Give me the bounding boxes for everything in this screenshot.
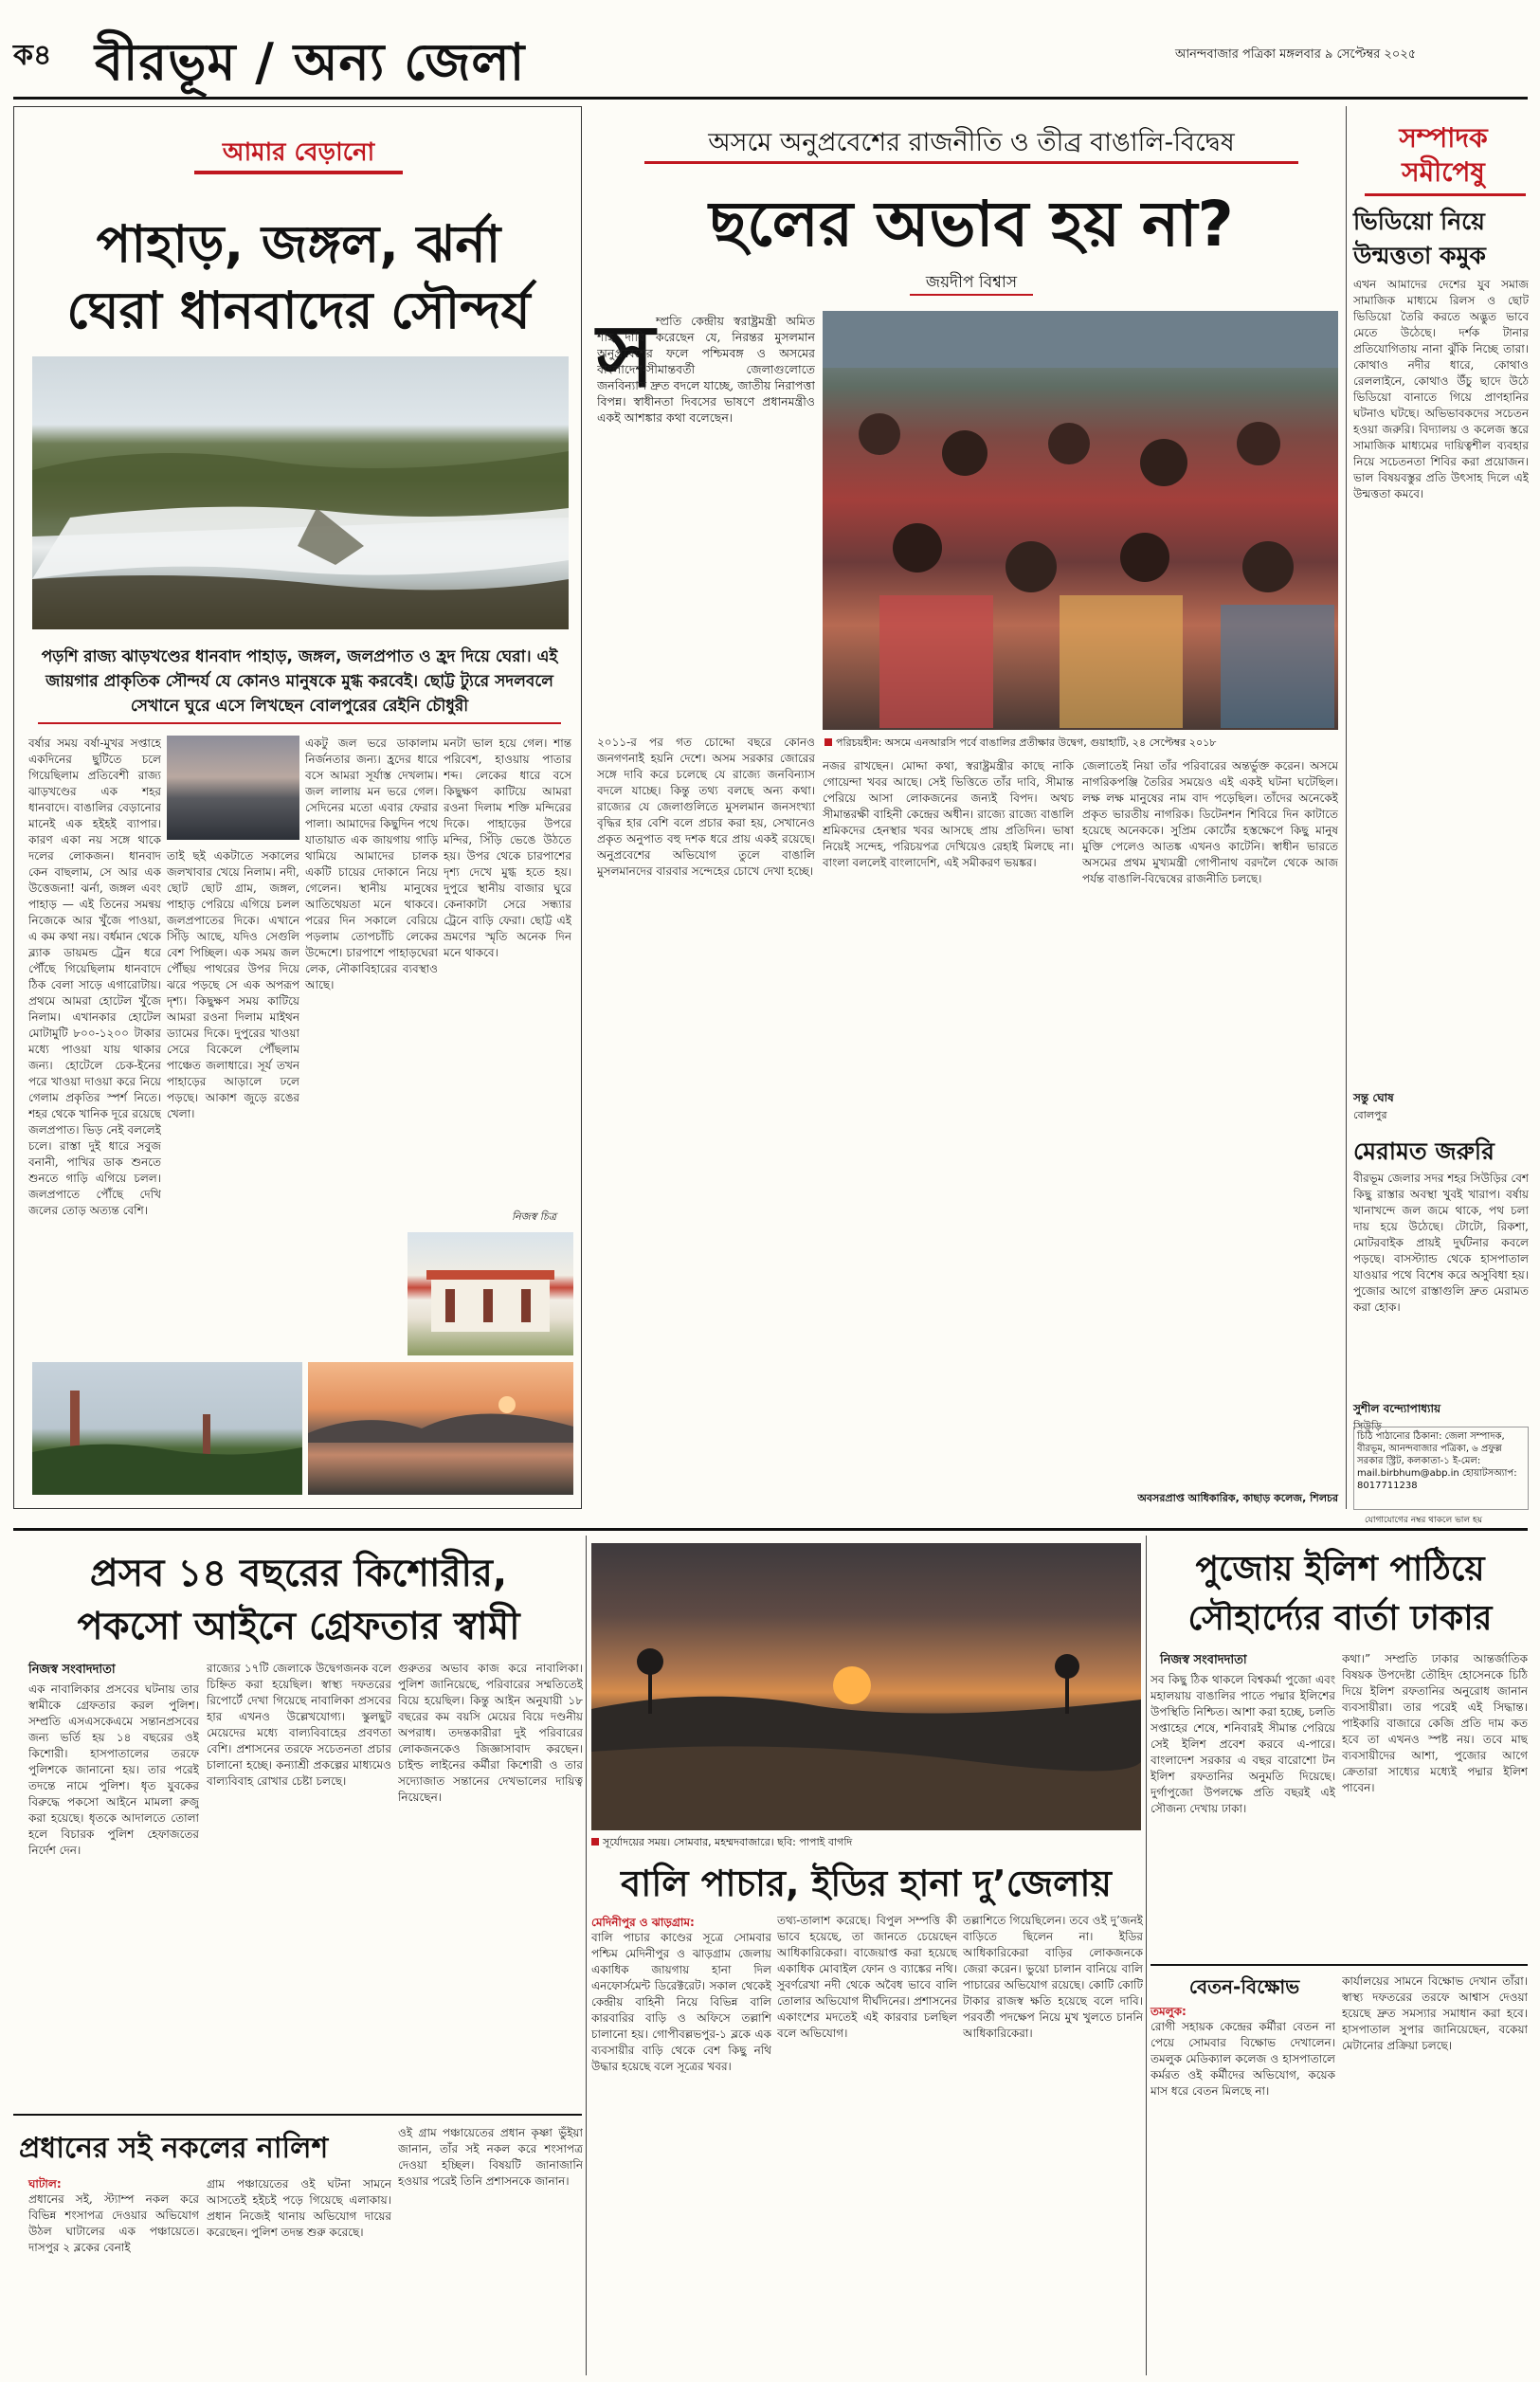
hilsa-col-1: সব কিছু ঠিক থাকলে বিশ্বকর্মা পুজো এবং মহালয়ায় বাঙালির পাতে পদ্মার ইলিশের উপস্থিতি নিশ্চিত। আশা করা হচ্ছে, চলতি সপ্তাহের শেষে, শনিবারই সীমান্ত পেরিয়ে সেই ইলিশ প্রবেশ করবে এ-পারে। বাংলাদেশ সরকার এ বছর বারোশো টন ইলিশ রফতানির অনুমতি দিয়েছে। দুর্গাপুজো উপলক্ষে প্রতি বছরই এই সৌজন্য দেখায় ঢাকা। <box>1150 1673 1335 1815</box>
travel-headline-2: ঘেরা ধানবাদের সৌন্দর্য <box>66 281 531 340</box>
letters-note: যোগাযোগের নম্বর থাকলে ভাল হয় <box>1365 1516 1483 1525</box>
intro-rule <box>38 722 561 724</box>
travel-col-4: মনটা ভাল হয়ে গেল। শান্ত পরিবেশ, হাওয়ায় পাতার শব্দ। লেকের ধারে বসে কিছুক্ষণ কাটিয়ে আমরা রওনা দিলাম শক্তি মন্দিরের দিকে। পাহাড়ের উপরে মন্দির, সিঁড়ি ভেঙে উঠতে হয়। উপর থেকে চারপাশের দৃশ্য দেখে মুগ্ধ হতে হয়। দুপুরে স্থানীয় বাজার ঘুরে কেনাকাটা সেরে সন্ধ্যার ট্রেনে বাড়ি ফেরা। ছোট্ট এই ভ্রমণের স্মৃতি অনেক দিন মনে থাকবে। <box>444 736 571 959</box>
letter1-headline-1: ভিডিয়ো নিয়ে <box>1353 208 1485 235</box>
pradhan-col-3: ওই গ্রাম পঞ্চায়েতের প্রধান কৃষ্ণা ভুঁইয়া জানান, তাঁর সই নকল করে শংসাপত্র দেওয়া হচ্ছিল। বিষয়টি জানাজানি হওয়ার পরেই তিনি প্রশাসনকে জানান। <box>398 2126 583 2188</box>
salary-col-1: রোগী সহায়ক কেন্দ্রের কর্মীরা বেতন না পেয়ে সোমবার বিক্ষোভ দেখালেন। তমলুক মেডিক্যাল কলেজ ও হাসপাতালে কর্মরত ওই কর্মীদের অভিযোগ, কয়েক মাস ধরে বেতন মিলছে না। <box>1150 2020 1335 2098</box>
letter1-author: সন্তু ঘোষ <box>1353 1091 1394 1104</box>
sand-dateline: মেদিনীপুর ও ঝাড়গ্রাম: <box>591 1916 695 1929</box>
assam-dropcap: স <box>597 305 655 407</box>
lake-graphic <box>308 1362 573 1495</box>
caption-marker <box>824 738 832 746</box>
travel-col-2: তাই ছই একটাতে সকালের জলখাবার খেয়ে নিলাম। নদী, ছোট ছোট গ্রাম, জঙ্গল, পাহাড় পেরিয়ে এগিয়ে চলল জলপ্রপাতের দিকে। এখানে সিঁড়ি আছে, যদিও সেগুলি বেশ পিচ্ছিল। এক সময় জল পৌঁছয় পাথরের উপর দিয়ে ঝরে পড়ছে সে এক অপরূপ দৃশ্য। কিছুক্ষণ সময় কাটিয়ে আমরা রওনা দিলাম মাইথন ড্যামের দিকে। দুপুরের খাওয়া সেরে বিকেলে পৌঁছলাম পাঞ্চেত জলাধারে। সূর্য তখন পাহাড়ের আড়ালে ঢলে পড়ছে। আকাশ জুড়ে রঙের খেলা। <box>167 849 299 1120</box>
pocso-col-1: এক নাবালিকার প্রসবের ঘটনায় তার স্বামীকে গ্রেফতার করল পুলিশ। সম্প্রতি এসএসকেএমে সন্তানপ্রসবের জন্য ভর্তি হয় ১৪ বছরের ওই কিশোরী। হাসপাতালের তরফে পুলিশকে জানানো হয়। তার পরেই তদন্তে নামে পুলিশ। ধৃত যুবকের বিরুদ্ধে পকসো আইনে মামলা রুজু করা হয়েছে। ধৃতকে আদালতে তোলা হলে বিচারক পুলিশ হেফাজতের নির্দেশ দেন। <box>28 1682 199 1857</box>
paper-label: আনন্দবাজার পত্রিকা <box>1175 47 1277 62</box>
letter2-headline: মেরামত জরুরি <box>1353 1137 1495 1165</box>
pocso-col-2: রাজ্যের ১৭টি জেলাকে উদ্বেগজনক বলে চিহ্নিত করা হয়েছিল। স্বাস্থ্য দফতরের রিপোর্টে দেখা গিয়েছে নাবালিকা প্রসবের হার এখনও উল্লেখযোগ্য। স্কুলছুট মেয়েদের মধ্যে বাল্যবিবাহের প্রবণতা বেশি। প্রশাসনের তরফে সচেতনতা প্রচার চালানো হচ্ছে। কন্যাশ্রী প্রকল্পের মাধ্যমেও বাল্যবিবাহ রোখার চেষ্টা চলছে। <box>207 1662 391 1788</box>
photo-credit: নিজস্ব চিত্র <box>512 1210 556 1223</box>
letters-title-1: সম্পাদক <box>1399 122 1488 154</box>
building-photo <box>408 1232 573 1355</box>
pocso-col-3: গুরুতর অভাব কাজ করে নাবালিকা। পুলিশ জানিয়েছে, পরিবারের সম্মতিতেই বিয়ে হয়েছিল। কিন্তু আইন অনুযায়ী ১৮ বছরের কম বয়সি মেয়ের বিয়ে দণ্ডনীয় অপরাধ। তদন্তকারীরা দুই পরিবারের লোকজনকেও জিজ্ঞাসাবাদ করছেন। চাইল্ড লাইনের কর্মীরা কিশোরী ও তার সদ্যোজাত সন্তানের দেখভালের দায়িত্ব নিয়েছেন। <box>398 1662 583 1804</box>
waterfall-graphic <box>32 356 569 629</box>
crowd-caption <box>824 735 1336 753</box>
sand-col-1: বালি পাচার কাণ্ডের সূত্রে সোমবার পশ্চিম মেদিনীপুর ও ঝাড়গ্রাম জেলায় একাধিক জায়গায় হানা দিল এনফোর্সমেন্ট ডিরেক্টরেট। সকাল থেকেই কেন্দ্রীয় বাহিনী নিয়ে বিভিন্ন বালি কারবারির বাড়ি ও অফিসে তল্লাশি চালানো হয়। গোপীবল্লভপুর-১ ব্লকে এক ব্যবসায়ীর বাড়ি থেকে বেশ কিছু নথি উদ্ধার হয়েছে বলে সূত্রের খবর। <box>591 1931 771 2073</box>
assam-byline: জয়দীপ বিশ্বাস <box>925 273 1018 292</box>
crowd-caption-text: পরিচয়হীন: অসমে এনআরসি পর্বে বাঙালির প্রতীক্ষার উদ্বেগ, গুয়াহাটি, ২৪ সেপ্টেম্বর ২০১৮ <box>836 736 1217 749</box>
address-box <box>1353 1427 1529 1510</box>
salary-headline: বেতন-বিক্ষোভ <box>1188 1975 1300 1998</box>
assam-col-1: ২০১১-র পর গত চোদ্দো বছরে কোনও জনগণনাই হয়নি দেশে। অসম সরকার জোরের সঙ্গে দাবি করে চলেছে যে রাজ্যে জনবিন্যাস বদলে যাচ্ছে। কিন্তু তথ্য বলছে অন্য কথা। রাজ্যের যে জেলাগুলিতে মুসলমান জনসংখ্যা বৃদ্ধির হার বেশি বলে প্রচার করা হয়, সেখানেও প্রকৃত অনুপাত বহু দশক ধরে প্রায় একই রয়েছে। অনুপ্রবেশের অভিযোগ তুলে বাঙালি মুসলমানদের বারবার সন্দেহের চোখে দেখা হচ্ছে। <box>597 736 815 878</box>
pocso-headline-2: পকসো আইনে গ্রেফতার স্বামী <box>77 1605 520 1648</box>
sunrise-graphic <box>591 1543 1141 1830</box>
assam-author-note: অবসরপ্রাপ্ত আধিকারিক, কাছাড় কলেজ, শিলচর <box>1137 1492 1338 1504</box>
sunrise-photo <box>591 1543 1141 1830</box>
hilsa-headline-2: সৌহার্দ্যের বার্তা ঢাকার <box>1187 1599 1493 1638</box>
sand-col-2: তথ্য-তালাশ করেছে। বিপুল সম্পত্তি কী ভাবে হয়েছে, তা জানতে চেয়েছেন আধিকারিকেরা। বাজেয়াপ্ত করা হয়েছে একাধিক মোবাইল ফোন ও ব্যাঙ্কের নথি। সুবর্ণরেখা নদী থেকে অবৈধ ভাবে বালি তোলার অভিযোগ দীর্ঘদিনের। প্রশাসনের একাংশের মদতেই এই কারবার চলছিল বলে অভিযোগ। <box>777 1914 957 2040</box>
crowd-photo <box>823 311 1338 730</box>
hilsa-headline-1: পুজোয় ইলিশ পাঠিয়ে <box>1195 1550 1485 1589</box>
address-text: চিঠি পাঠানোর ঠিকানা: জেলা সম্পাদক, বীরভূম, আনন্দবাজার পত্রিকা, ৬ প্রফুল্ল সরকার স্ট্রিট, কলকাতা-১ ই-মেল: mail.birbhum@abp.in হোয়াটসঅ্যাপ: 8017711238 <box>1357 1431 1517 1491</box>
issue-date: মঙ্গলবার ৯ সেপ্টেম্বর ২০২৫ <box>1279 47 1417 62</box>
letter2-body: বীরভূম জেলার সদর শহর সিউড়ির বেশ কিছু রাস্তার অবস্থা খুবই খারাপ। বর্ষায় খানাখন্দে জল জমে থাকে, পথ চলা দায় হয়ে উঠেছে। টোটো, রিকশা, মোটরবাইক প্রায়ই দুর্ঘটনার কবলে পড়ছে। বাসস্ট্যান্ড থেকে হাসপাতাল যাওয়ার পথে বিশেষ করে অসুবিধা হয়। পুজোর আগে রাস্তাগুলি দ্রুত মেরামত করা হোক। <box>1353 1172 1529 1314</box>
chimney-photo <box>32 1362 302 1495</box>
pocso-headline-1: প্রসব ১৪ বছরের কিশোরীর, <box>89 1552 508 1595</box>
assam-kicker: অসমে অনুপ্রবেশের রাজনীতি ও তীব্র বাঙালি-বিদ্বেষ <box>708 128 1235 157</box>
hilsa-byline: নিজস্ব সংবাদদাতা <box>1160 1653 1247 1667</box>
salary-col-2: কার্যালয়ের সামনে বিক্ষোভ দেখান তাঁরা। স্বাস্থ্য দফতরের তরফে আশ্বাস দেওয়া হয়েছে দ্রুত সমস্যার সমাধান করা হবে। হাসপাতাল সুপার জানিয়েছেন, বকেয়া মেটানোর প্রক্রিয়া চলছে। <box>1342 1974 1528 2052</box>
travel-headline-1: পাহাড়, জঙ্গল, ঝর্না <box>96 214 501 274</box>
assam-col-2: নজর রাখছেন। মোদ্দা কথা, স্বরাষ্ট্রমন্ত্রীর কাছে নাকি গোয়েন্দা খবর আছে। সেই ভিত্তিতে তাঁর দাবি, সীমান্ত পেরিয়ে আসা লোকজনের জন্যই বিপদ। অথচ সীমান্তরক্ষী বাহিনী কেন্দ্রের অধীন। রাজ্যে রাজ্যে বাঙালি শ্রমিকদের হেনস্থার খবর আসছে প্রায় প্রতিদিন। ভাষা নিয়েই সন্দেহ, পরিচয়পত্র দেখিয়েও রেহাই মিলছে না। বাংলা বললেই বাংলাদেশি, এই সমীকরণ ভয়ঙ্কর। <box>823 759 1074 869</box>
letter1-headline-2: উন্মত্ততা কমুক <box>1353 242 1486 269</box>
letter2-place: সিউড়ি <box>1353 1420 1382 1432</box>
assam-kicker-rule <box>644 161 1298 164</box>
pocso-byline: নিজস্ব সংবাদদাতা <box>28 1663 116 1677</box>
pradhan-headline: প্রধানের সই নকলের নালিশ <box>19 2132 329 2165</box>
assam-headline: ছলের অভাব হয় না? <box>709 188 1234 261</box>
sunrise-caption-text: সূর্যোদয়ের সময়। সোমবার, মহম্মদবাজারে। ছবি: পাপাই বাগদি <box>603 1836 853 1848</box>
travel-col-1: বর্ষার সময় বর্ষা-মুখর সপ্তাহে একদিনের ছুটিতে চলে গিয়েছিলাম প্রতিবেশী রাজ্য ঝাড়খণ্ডের এক শহর ধানবাদে। বাঙালির বেড়ানোর মানেই এক হইহই ব্যাপার। কারণ একা নয় সঙ্গে থাকে দলের লোকজন। ধানবাদ কেন বাছলাম, সে আর এক উত্তেজনা! ঝর্না, জঙ্গল এবং পাহাড় — এই তিনের সমন্বয় নিজেকে আর খুঁজে পাওয়া, এ কম কথা নয়। বর্ধমান থেকে ব্ল্যাক ডায়মন্ড ট্রেন ধরে পৌঁছে গিয়েছিলাম ধানবাদে ঠিক বেলা সাড়ে এগারোটায়। প্রথমে আমরা হোটেল খুঁজে নিলাম। এখানকার হোটেল মোটামুটি ৮০০-১২০০ টাকার মধ্যে পাওয়া যায় থাকার জন্য। হোটেলে চেক-ইনের পরে খাওয়া দাওয়া করে নিয়ে গেলাম প্রকৃতির স্পর্শ নিতে। শহর থেকে খানিক দূরে রয়েছে জলপ্রপাত। ভিড় নেই বললেই চলে। রাস্তা দুই ধারে সবুজ বনানী, পাখির ডাক শুনতে শুনতে গাড়ি এগিয়ে চলল। জলপ্রপাতে পৌঁছে দেখি জলের তোড় অত্যন্ত বেশি। <box>28 736 161 1217</box>
letter1-place: বোলপুর <box>1353 1109 1387 1121</box>
hilsa-col-2: কথা।” সম্প্রতি ঢাকার আন্তর্জাতিক বিষয়ক উপদেষ্টা তৌহিদ হোসেনকে চিঠি দিয়ে ইলিশ রফতানির অনুরোধ জানান ব্যবসায়ীরা। তার পরেই এই সিদ্ধান্ত। পাইকারি বাজারে কেজি প্রতি দাম কত হবে তা এখনও স্পষ্ট নয়। তবে মাছ ব্যবসায়ীদের আশা, পুজোর আগে ক্রেতারা সাধ্যের মধ্যেই পদ্মার ইলিশ পাবেন। <box>1342 1652 1528 1794</box>
newspaper-name <box>1175 45 1416 65</box>
masthead-rule <box>13 97 1528 100</box>
crowd-graphic <box>823 311 1338 730</box>
evening-photo <box>167 736 299 840</box>
letters-title-2: সমীপেষু <box>1402 156 1485 188</box>
travel-kicker: আমার বেড়ানো <box>222 138 375 167</box>
bottom-divider-2 <box>1146 1536 1147 2375</box>
salary-dateline: তমলুক: <box>1150 2005 1187 2018</box>
assam-col-3: জেলাতেই নিয়া তাঁর পরিবারের অন্তর্ভুক্ত করেন। অসমে নাগরিকপঞ্জি তৈরির সময়েও এই একই ঘটনা ঘটেছিল। লক্ষ লক্ষ মানুষের নাম বাদ পড়েছিল। তাঁদের অনেকেই প্রকৃত ভারতীয় নাগরিক। ডিটেনশন শিবিরে দিন কাটাতে হয়েছে অনেককে। সুপ্রিম কোর্টের হস্তক্ষেপে কিছু মানুষ মুক্তি পেলেও আতঙ্ক এখনও কাটেনি। স্বাধীন ভারতে অসমের প্রথম মুখ্যমন্ত্রী গোপীনাথ বরদলৈ থেকে আজ পর্যন্ত বাঙালি-বিদ্বেষের রাজনীতি চলছে। <box>1082 759 1338 885</box>
travel-intro: পড়শি রাজ্য ঝাড়খণ্ডের ধানবাদ পাহাড়, জঙ্গল, জলপ্রপাত ও হ্রদ দিয়ে ঘেরা। এই জায়গার প্রাকৃতিক সৌন্দর্য যে কোনও মানুষকে মুগ্ধ করবেই। ছোট্ট ট্যুরে সদলবলে সেখানে ঘুরে এসে লিখছেন বোলপুরের রেইনি চৌধুরী <box>41 647 558 716</box>
pradhan-col-1: প্রধানের সই, স্ট্যাম্প নকল করে বিভিন্ন শংসাপত্র দেওয়ার অভিযোগ উঠল ঘাটালের এক পঞ্চায়েতে। দাসপুর ২ ব্লকের বেনাই <box>28 2192 199 2254</box>
sand-col-3: তল্লাশিতে গিয়েছিলেন। তবে ওই দু’জনই বাড়িতে ছিলেন না। ইডির আধিকারিকেরা বাড়ির লোকজনকে জেরা করেন। ভুয়ো চালান বানিয়ে বালি পাচারের অভিযোগ রয়েছে। কোটি কোটি টাকার রাজস্ব ক্ষতি হয়েছে বলে দাবি। পরবর্তী পদক্ষেপ নিয়ে মুখ খুলতে চাননি আধিকারিকেরা। <box>963 1914 1143 2040</box>
letter2-author: সুশীল বন্দ্যোপাধ্যায় <box>1353 1402 1441 1415</box>
letter1-body: এখন আমাদের দেশের যুব সমাজ সামাজিক মাধ্যমে রিলস ও ছোট ভিডিয়ো তৈরি করতে অদ্ভুত ভাবে মেতে উঠেছে। দর্শক টানার প্রতিযোগিতায় নানা ঝুঁকি নিচ্ছে তারা। কোথাও নদীর ধারে, কোথাও রেললাইনে, কোথাও উঁচু ছাদে উঠে ভিডিয়ো বানাতে গিয়ে প্রাণহানির ঘটনাও ঘটছে। অভিভাবকদের সচেতন হওয়া জরুরি। বিদ্যালয় ও কলেজ স্তরে সামাজিক মাধ্যমের দায়িত্বশীল ব্যবহার নিয়ে সচেতনতা শিবির করা প্রয়োজন। ভাল বিষয়বস্তুর প্রতি উৎসাহ দিলে এই উন্মত্ততা কমবে। <box>1353 278 1529 500</box>
sunrise-caption-marker <box>591 1838 599 1846</box>
travel-col-3: একটু জল ভরে ডাকালাম নির্জনতার জন্য। হ্রদের ধারে বসে আমরা সূর্যাস্ত দেখলাম। জল লালায় মন ভরে গেল। সেদিনের মতো এবার ফেরার পালা। আমাদের কিছুদিন পথে যাতায়াত এক জায়গায় গাড়ি থামিয়ে আমাদের চালক একটি চায়ের দোকানে নিয়ে গেলেন। স্থানীয় মানুষের আতিথেয়তা মনে থাকবে। পরের দিন সকালে বেরিয়ে পড়লাম তোপচাঁচি লেকের উদ্দেশে। চারপাশে পাহাড়ঘেরা লেক, নৌকাবিহারের ব্যবস্থাও আছে। <box>305 736 438 991</box>
sunrise-caption <box>591 1834 1141 1852</box>
pradhan-rule <box>13 2114 582 2116</box>
assam-lead: ম্প্রতি কেন্দ্রীয় স্বরাষ্ট্রমন্ত্রী অমিত শাহ দাবি করেছেন যে, নিরন্তর মুসলমান অনুপ্রবেশের ফলে পশ্চিমবঙ্গ ও অসমের বাংলাদেশ-সীমান্তবর্তী জেলাগুলোতে জনবিন্যাস দ্রুত বদলে যাচ্ছে, জাতীয় নিরাপত্তা বিপন্ন। স্বাধীনতা দিবসের ভাষণে প্রধানমন্ত্রীও একই আশঙ্কার কথা বলেছেন। <box>597 314 815 425</box>
kicker-underline <box>194 171 403 174</box>
section-title: বীরভূম / অন্য জেলা <box>95 32 526 92</box>
chimney-graphic <box>32 1362 302 1495</box>
letters-rule <box>1365 193 1526 196</box>
lake-sunset-photo <box>308 1362 573 1495</box>
waterfall-photo <box>32 356 569 629</box>
sand-headline: বালি পাচার, ইডির হানা দু’জেলায় <box>621 1863 1112 1904</box>
page-number: ক৪ <box>13 39 52 72</box>
bottom-divider-1 <box>586 1536 587 2375</box>
byline-rule <box>910 294 1033 296</box>
pradhan-col-2: গ্রাম পঞ্চায়েতের ওই ঘটনা সামনে আসতেই হইচই পড়ে গিয়েছে এলাকায়। প্রধান নিজেই থানায় অভিযোগ দায়ের করেছেন। পুলিশ তদন্ত শুরু করেছে। <box>207 2177 391 2239</box>
pradhan-dateline: ঘাটাল: <box>28 2177 62 2191</box>
salary-rule <box>1150 1964 1528 1966</box>
building-graphic <box>408 1232 573 1355</box>
section-divider-1 <box>13 1528 1528 1531</box>
letters-divider <box>1346 106 1347 1509</box>
